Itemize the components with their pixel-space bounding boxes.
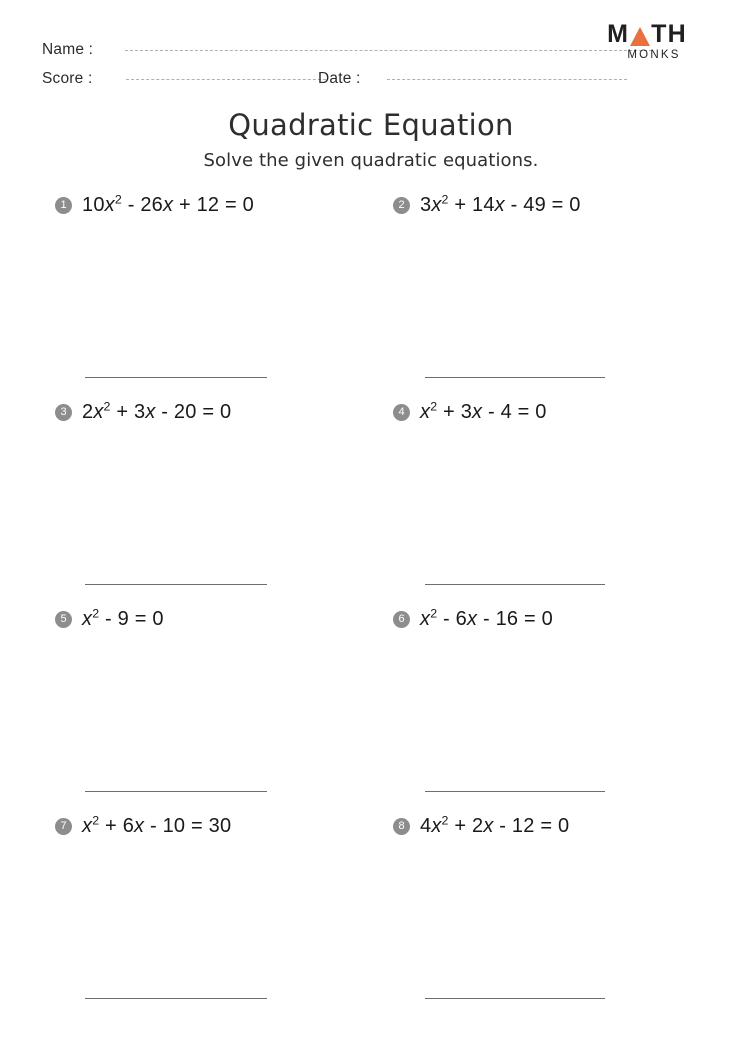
logo-letters-th: TH — [651, 20, 687, 48]
problem-number-badge: 4 — [393, 404, 410, 421]
answer-line[interactable] — [85, 377, 267, 378]
problem-cell — [55, 190, 385, 397]
problem-statement — [393, 397, 723, 427]
problem-number-badge: 7 — [55, 818, 72, 835]
problem-number-badge: 1 — [55, 197, 72, 214]
problem-cell — [55, 397, 385, 604]
logo-letter-m: M — [607, 20, 630, 48]
problem-number-badge: 2 — [393, 197, 410, 214]
problem-statement — [55, 397, 385, 427]
equation-text: $10x^2 - 26x + 12 = 0$ — [82, 191, 254, 216]
score-label: Score : — [42, 70, 93, 87]
equation-text: $x^2 + 6x - 10 = 30$ — [82, 812, 232, 837]
score-field-row — [42, 70, 326, 88]
problem-row — [0, 811, 742, 1018]
name-field-row — [42, 41, 652, 59]
answer-line[interactable] — [425, 791, 605, 792]
problem-statement — [55, 811, 385, 841]
problem-statement — [393, 190, 723, 220]
name-label: Name : — [42, 41, 94, 58]
problem-number-badge: 5 — [55, 611, 72, 628]
problem-cell — [393, 811, 723, 1018]
problem-row — [0, 604, 742, 811]
page-title: Quadratic Equation — [228, 108, 514, 142]
problem-cell — [393, 397, 723, 604]
score-input-line[interactable] — [126, 79, 326, 80]
problem-number-badge: 3 — [55, 404, 72, 421]
equation-text: $x^2 - 6x - 16 = 0$ — [420, 605, 553, 630]
triangle-icon — [630, 27, 650, 46]
date-label: Date : — [318, 70, 361, 87]
problem-statement — [393, 604, 723, 634]
problems-grid — [0, 190, 742, 1018]
date-input-line[interactable] — [387, 79, 627, 80]
problem-number-badge: 6 — [393, 611, 410, 628]
problem-cell — [55, 811, 385, 1018]
answer-line[interactable] — [85, 791, 267, 792]
answer-line[interactable] — [425, 998, 605, 999]
worksheet-header — [0, 0, 742, 100]
problem-cell — [393, 190, 723, 397]
logo-subtitle: MONKS — [627, 49, 681, 61]
answer-line[interactable] — [85, 998, 267, 999]
name-input-line[interactable] — [125, 50, 652, 51]
answer-line[interactable] — [85, 584, 267, 585]
date-field-row — [318, 70, 627, 88]
equation-text: $3x^2 + 14x - 49 = 0$ — [420, 191, 581, 216]
logo-wordmark — [592, 22, 702, 47]
problem-row — [0, 190, 742, 397]
answer-line[interactable] — [425, 377, 605, 378]
problem-statement — [55, 190, 385, 220]
equation-text: $2x^2 + 3x - 20 = 0$ — [82, 398, 232, 423]
problem-cell — [393, 604, 723, 811]
equation-text: $4x^2 + 2x - 12 = 0$ — [420, 812, 570, 837]
problem-cell — [55, 604, 385, 811]
answer-line[interactable] — [425, 584, 605, 585]
problem-statement — [393, 811, 723, 841]
problem-row — [0, 397, 742, 604]
equation-text: $x^2 + 3x - 4 = 0$ — [420, 398, 547, 423]
page-subtitle: Solve the given quadratic equations. — [203, 150, 539, 171]
problem-number-badge: 8 — [393, 818, 410, 835]
math-monks-logo — [592, 22, 702, 61]
problem-statement — [55, 604, 385, 634]
equation-text: $x^2 - 9 = 0$ — [82, 605, 164, 630]
